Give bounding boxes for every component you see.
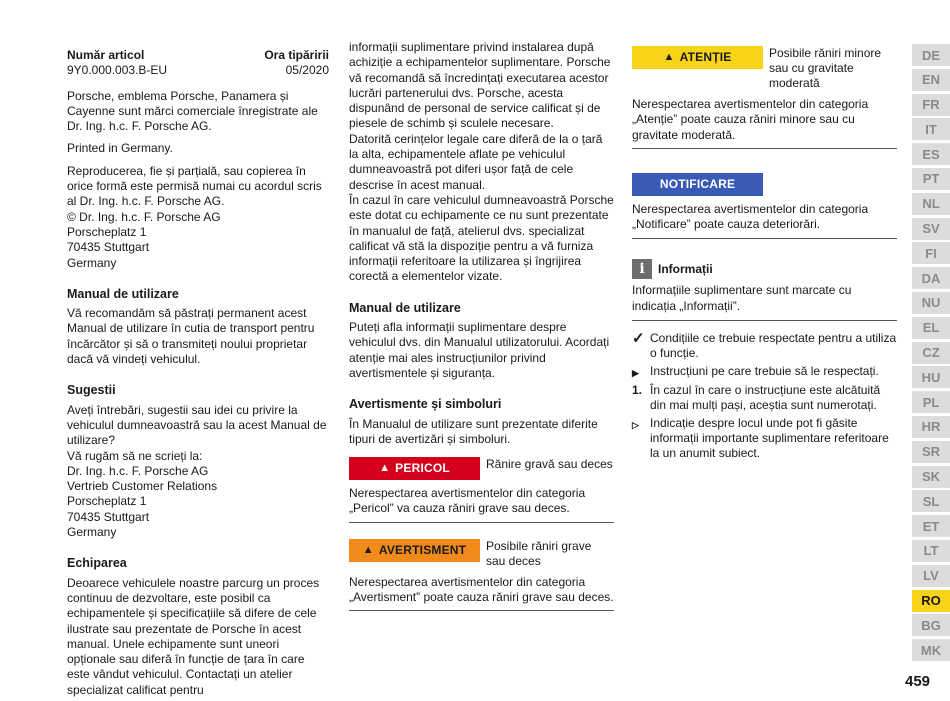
check-icon: ✓ [632,330,645,348]
column-1 [67,40,329,698]
language-tab-sl[interactable]: SL [912,490,950,512]
user-manual-text: Puteți afla informații suplimentare despre vehiculul dvs. din Manualul utilizatorului. Acordați atenție mai ales instrucțiunilor privind avertismentele și siguranța. [349,320,610,380]
address-line: Dr. Ing. h.c. F. Porsche AG [67,463,209,478]
equipment-text: Deoarece vehiculele noastre parcurg un proces continuu de dezvoltare, este posibil ca echipamentele și specificațiile să difere de cele ilustrate sau prezentate de Porsche în acest manual. Unele echipamente sunt uneori opționale sau diferă în funcție de țara în care este vândut vehiculul. Contactați un atelier specializat calificat pentru [67,575,320,697]
suggestions-heading: Sugestii [67,383,116,398]
copyright-line: © Dr. Ing. h.c. F. Porsche AG [67,209,221,224]
language-tab-ro[interactable]: RO [912,590,950,612]
info-heading [632,259,897,279]
step-number: 1. [632,382,643,397]
address-line: 70435 Stuttgart [67,509,150,524]
warning-description: Posibile răniri grave sau deces [486,538,592,568]
notice-warning [632,173,897,196]
language-tab-de[interactable]: DE [912,44,950,66]
language-tab-nu[interactable]: NU [912,292,950,314]
language-tab-lt[interactable]: LT [912,540,950,562]
address-line: Porscheplatz 1 [67,494,147,509]
language-tab-da[interactable]: DA [912,267,950,289]
warning-triangle-icon: ▲ [663,50,675,63]
language-tab-bg[interactable]: BG [912,614,950,636]
warning-body: Nerespectarea avertismentelor din categoria „Avertisment” poate cauza răniri grave sau deces. [349,575,614,612]
caution-warning [632,46,897,91]
language-tab-fr[interactable]: FR [912,94,950,116]
language-tab-cz[interactable]: CZ [912,342,950,364]
legend-item [632,364,897,381]
user-manual-heading: Manual de utilizare [349,300,461,315]
article-number-label: Număr articol [67,48,145,62]
danger-warning [349,457,614,480]
country-text: Datorită cerințelor legale care diferă de la o țară la alta, echipamentele aflate pe vehiculul dumneavoastră pot diferi ușor față de cele descrise în acest manual. [349,131,603,192]
danger-badge [349,457,480,480]
notice-body: Nerespectarea avertismentelor din categoria „Notificare” poate cauza deteriorări. [632,202,897,240]
info-body: Informațiile suplimentare sunt marcate cu indicația „Informații”. [632,283,897,321]
legend-item [632,416,897,462]
language-tab-es[interactable]: ES [912,143,950,165]
column-2 [349,40,614,611]
copyright-line: 70435 Stuttgart [67,240,150,255]
warnings-text: În Manualul de utilizare sunt prezentate diferite tipuri de avertizări și simboluri. [349,416,598,446]
suggestions-write: Vă rugăm să ne scrieți la: [67,448,203,463]
reference-arrow-icon: ▷ [632,419,639,430]
legend-item [632,331,897,362]
print-date-label: Ora tipăririi [264,48,329,62]
equipment-continued-text: informații suplimentare privind instalarea după achiziție a echipamentelor suplimentare. Porsche vă recomandă să încredințați executarea acestor lucrări partenerului dvs. Porsche, acesta dispunând de personal de service calificat și de piesele de schimb și sculele necesare. [349,40,611,131]
copyright-line: Germany [67,255,117,270]
manual-text: Vă recomandăm să păstrați permanent acest Manual de utilizare în cutia de transport pentru încărcător și să o transmiteți noului proprietar dacă vă vindeți vehiculul. [67,306,315,367]
article-number: 9Y0.000.003.B-EU [67,63,168,78]
legend-text: Instrucțiuni pe care trebuie să le respectați. [650,363,879,378]
language-tab-lv[interactable]: LV [912,565,950,587]
page-number: 459 [905,673,931,690]
info-icon: i [632,259,652,279]
language-tab-it[interactable]: IT [912,118,950,140]
language-tab-fi[interactable]: FI [912,242,950,264]
warning-triangle-icon: ▲ [379,461,391,474]
article-meta-values [67,63,329,78]
caution-description: Posibile răniri minore sau cu gravitate moderată [769,46,882,90]
language-tab-en[interactable]: EN [912,69,950,91]
warning-badge [349,539,480,562]
caution-body: Nerespectarea avertismentelor din categoria „Atenție” poate cauza răniri minore sau cu gravitate moderată. [632,97,897,149]
warning-triangle-icon: ▲ [362,543,374,556]
caution-badge [632,46,763,69]
trademark-text: Porsche, emblema Porsche, Panamera și Cayenne sunt mărci comerciale înregistrate ale Dr. Ing. h.c. F. Porsche AG. [67,88,318,134]
equipment-heading: Echiparea [67,556,127,571]
language-tab-mk[interactable]: MK [912,639,950,661]
language-tab-el[interactable]: EL [912,317,950,339]
address-line: Vertrieb Customer Relations [67,479,218,494]
copyright-line: Porscheplatz 1 [67,224,147,239]
warnings-heading: Avertismente și simboluri [349,397,502,412]
legend-text: În cazul în care o instrucțiune este alcătuită din mai mulți pași, aceștia sunt numerotați. [650,382,881,413]
language-tab-et[interactable]: ET [912,515,950,537]
manual-heading: Manual de utilizare [67,286,179,301]
play-arrow-icon: ▶ [632,367,639,378]
info-title: Informații [658,261,713,276]
copyright-block [67,210,329,271]
notice-label: NOTIFICARE [659,176,736,191]
address-block [67,464,329,540]
language-tab-hr[interactable]: HR [912,416,950,438]
language-tab-hu[interactable]: HU [912,366,950,388]
danger-label: PERICOL [395,460,450,475]
danger-description: Rănire gravă sau deces [486,457,613,472]
caution-label: ATENȚIE [679,49,732,64]
language-tab-nl[interactable]: NL [912,193,950,215]
language-tab-pt[interactable]: PT [912,168,950,190]
legend-text: Indicație despre locul unde pot fi găsite informații importante suplimentare referitoare la un anumit subiect. [650,415,889,461]
reproduction-text: Reproducerea, fie și parțială, sau copierea în orice formă este permisă numai cu acordul scris al Dr. Ing. h.c. F. Porsche AG. [67,163,322,209]
language-tab-pl[interactable]: PL [912,391,950,413]
notice-badge [632,173,763,196]
legend-text: Condițiile ce trebuie respectate pentru a utiliza o funcție. [650,331,897,361]
suggestions-text: Aveți întrebări, sugestii sau idei cu privire la vehiculul dumneavoastră sau la acest Manual de utilizare? [67,402,327,448]
address-line: Germany [67,525,117,540]
danger-body: Nerespectarea avertismentelor din categoria „Pericol” va cauza răniri grave sau deces. [349,486,614,523]
warning-label: AVERTISMENT [378,542,467,557]
printed-text: Printed in Germany. [67,141,173,156]
extra-equipment-text: În cazul în care vehiculul dumneavoastră Porsche este dotat cu echipamente ce nu sunt prezentate în manualul de față, atelierul dvs. specializat calificat vă stă la dispoziție pentru a vă furniza informații referitoare la utilizarea și îngrijirea corectă a elementelor vizate. [349,192,614,284]
legend-item [632,383,897,414]
symbol-legend [632,331,897,461]
print-date: 05/2020 [285,63,329,78]
column-3 [632,40,897,463]
warning-warning [349,539,614,569]
language-tab-sr[interactable]: SR [912,441,950,463]
language-tabs [912,44,950,664]
language-tab-sv[interactable]: SV [912,218,950,240]
language-tab-sk[interactable]: SK [912,466,950,488]
article-meta-labels [67,48,329,63]
